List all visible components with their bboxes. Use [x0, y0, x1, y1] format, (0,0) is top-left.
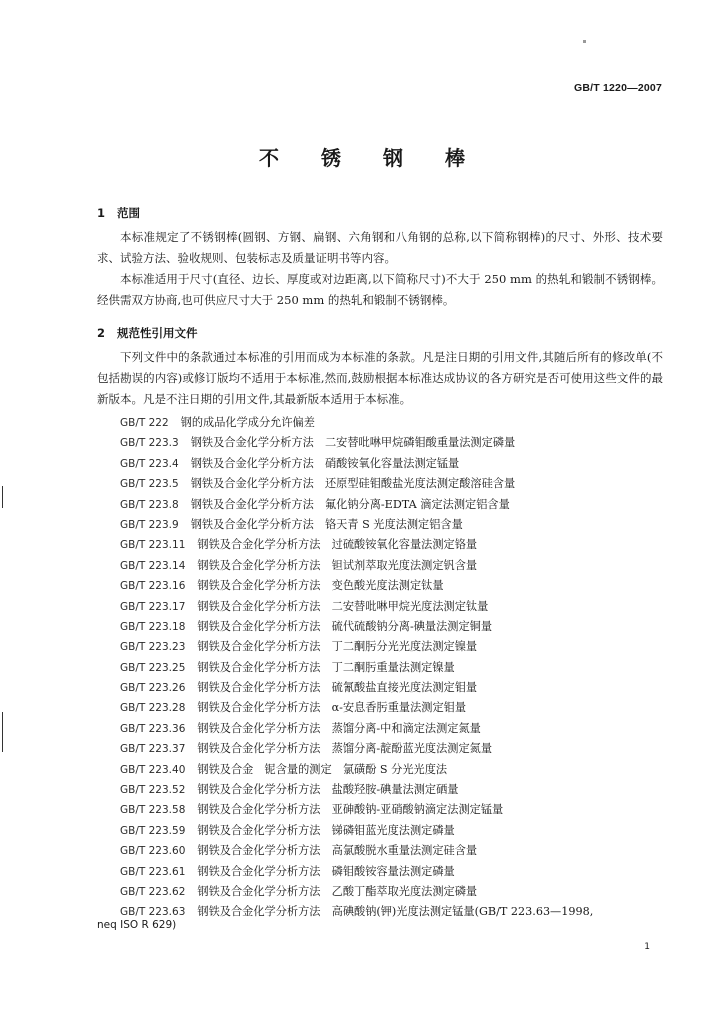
reference-title: 钢铁及合金 铌含量的测定 氯磺酚 S 分光光度法: [197, 762, 448, 776]
reference-item: [120, 760, 665, 780]
reference-item: [120, 495, 665, 515]
reference-code: GB/T 223.40: [120, 763, 186, 776]
reference-item: [120, 535, 665, 555]
reference-title: 钢铁及合金化学分析方法 蒸馏分离-靛酚蓝光度法测定氮量: [197, 742, 493, 756]
reference-code: GB/T 223.5: [120, 478, 179, 491]
reference-title: 钢铁及合金化学分析方法 硝酸铵氧化容量法测定锰量: [190, 456, 460, 470]
reference-code: GB/T 223.14: [120, 559, 186, 572]
standard-code: GB/T 1220—2007: [573, 82, 662, 94]
scan-artifact-dot: [583, 40, 586, 43]
reference-item: [120, 413, 665, 433]
reference-code: GB/T 223.3: [120, 437, 179, 450]
reference-code: GB/T 223.63: [120, 906, 186, 919]
reference-title: 钢铁及合金化学分析方法 铬天青 S 光度法测定铝含量: [190, 517, 463, 531]
reference-title: 钢铁及合金化学分析方法 磷钼酸铵容量法测定磷量: [197, 864, 455, 878]
reference-item: [120, 515, 665, 535]
section-1-heading: [97, 205, 140, 221]
reference-item: [120, 474, 665, 494]
reference-title: 钢铁及合金化学分析方法 过硫酸铵氧化容量法测定铬量: [197, 538, 478, 552]
reference-item: [120, 841, 665, 861]
reference-title: 钢铁及合金化学分析方法 蒸馏分离-中和滴定法测定氮量: [197, 721, 481, 735]
reference-item: [120, 882, 665, 902]
reference-code: GB/T 223.61: [120, 865, 186, 878]
reference-item: [120, 576, 665, 596]
section-1-paragraph-1: 本标准规定了不锈钢棒(圆钢、方钢、扁钢、六角钢和八角钢的总称,以下简称钢棒)的尺寸、外形、技术要求、试验方法、验收规则、包装标志及质量证明书等内容。: [97, 230, 663, 265]
reference-code: GB/T 223.36: [120, 722, 186, 735]
reference-title: 钢铁及合金化学分析方法 丁二酮肟重量法测定镍量: [197, 660, 455, 674]
reference-item: [120, 637, 665, 657]
reference-item: [120, 454, 665, 474]
reference-code: GB/T 223.60: [120, 845, 186, 858]
section-2-title: 规范性引用文件: [117, 326, 198, 340]
reference-code: GB/T 223.25: [120, 661, 186, 674]
section-1-paragraph-2: 本标准适用于尺寸(直径、边长、厚度或对边距离,以下简称尺寸)不大于 250 mm 的热轧和锻制不锈钢棒。经供需双方协商,也可供应尺寸大于 250 mm 的热轧和锻制不锈钢棒。: [97, 272, 663, 307]
reference-code: GB/T 223.11: [120, 539, 186, 552]
reference-title: 钢铁及合金化学分析方法 还原型硅钼酸盐光度法测定酸溶硅含量: [190, 477, 516, 491]
reference-title: 钢铁及合金化学分析方法 乙酸丁酯萃取光度法测定磷量: [197, 884, 478, 898]
reference-code: GB/T 223.62: [120, 885, 186, 898]
reference-title: 钢铁及合金化学分析方法 丁二酮肟分光光度法测定镍量: [197, 640, 478, 654]
reference-item: [120, 821, 665, 841]
reference-item: [120, 433, 665, 453]
reference-item: [120, 658, 665, 678]
reference-code: GB/T 223.16: [120, 580, 186, 593]
binding-mark: [2, 712, 3, 752]
section-1-number: 1: [97, 206, 106, 220]
reference-title: 钢铁及合金化学分析方法 盐酸羟胺-碘量法测定硒量: [197, 783, 459, 797]
reference-item: [120, 739, 665, 759]
reference-code: GB/T 223.18: [120, 620, 186, 633]
reference-title: 钢铁及合金化学分析方法 变色酸光度法测定钛量: [197, 579, 444, 593]
reference-code: GB/T 222: [120, 417, 169, 429]
normative-references-list: [120, 413, 665, 923]
reference-code: GB/T 223.8: [120, 498, 179, 511]
reference-code: GB/T 223.4: [120, 457, 179, 470]
reference-title: 钢的成品化学成分允许偏差: [180, 416, 315, 429]
reference-title: 钢铁及合金化学分析方法 亚砷酸钠-亚硝酸钠滴定法测定锰量: [197, 803, 504, 817]
reference-item: [120, 617, 665, 637]
reference-item: [120, 597, 665, 617]
section-1-title: 范围: [117, 206, 140, 220]
reference-title: 钢铁及合金化学分析方法 硫氰酸盐直接光度法测定钼量: [197, 681, 478, 695]
reference-item: [120, 556, 665, 576]
reference-item: [120, 698, 665, 718]
binding-mark: [2, 486, 3, 508]
reference-code: GB/T 223.52: [120, 784, 186, 797]
reference-code: GB/T 223.23: [120, 641, 186, 654]
reference-code: GB/T 223.58: [120, 804, 186, 817]
reference-title: 钢铁及合金化学分析方法 二安替吡啉甲烷磷钼酸重量法测定磷量: [190, 436, 516, 450]
reference-item: [120, 800, 665, 820]
reference-title: 钢铁及合金化学分析方法 高碘酸钠(钾)光度法测定锰量(GB/T 223.63—1998,: [197, 905, 594, 919]
reference-code: GB/T 223.26: [120, 682, 186, 695]
page-number: 1: [644, 942, 650, 952]
reference-continuation: neq ISO R 629): [97, 919, 177, 931]
section-2-number: 2: [97, 326, 106, 340]
reference-code: GB/T 223.37: [120, 743, 186, 756]
reference-title: 钢铁及合金化学分析方法 氟化钠分离-EDTA 滴定法测定铝含量: [190, 497, 510, 511]
reference-item: [120, 678, 665, 698]
reference-title: 钢铁及合金化学分析方法 锑磷钼蓝光度法测定磷量: [197, 823, 455, 837]
reference-item: [120, 719, 665, 739]
reference-code: GB/T 223.17: [120, 600, 186, 613]
reference-title: 钢铁及合金化学分析方法 高氯酸脱水重量法测定硅含量: [197, 844, 478, 858]
reference-item: [120, 780, 665, 800]
reference-title: 钢铁及合金化学分析方法 二安替吡啉甲烷光度法测定钛量: [197, 599, 489, 613]
reference-item: [120, 902, 665, 922]
reference-code: GB/T 223.59: [120, 824, 186, 837]
reference-title: 钢铁及合金化学分析方法 钽试剂萃取光度法测定钒含量: [197, 558, 478, 572]
section-2-paragraph: 下列文件中的条款通过本标准的引用而成为本标准的条款。凡是注日期的引用文件,其随后所有的修改单(不包括勘误的内容)或修订版均不适用于本标准,然而,鼓励根据本标准达成协议的各方研究是否可使用这些文件的最新版本。凡是不注日期的引用文件,其最新版本适用于本标准。: [97, 350, 663, 406]
section-2-heading: [97, 325, 198, 341]
document-title: 不锈钢棒: [259, 146, 507, 170]
reference-title: 钢铁及合金化学分析方法 α-安息香肟重量法测定钼量: [197, 701, 467, 715]
reference-item: [120, 862, 665, 882]
reference-code: GB/T 223.9: [120, 518, 179, 531]
reference-title: 钢铁及合金化学分析方法 硫代硫酸钠分离-碘量法测定铜量: [197, 619, 493, 633]
reference-code: GB/T 223.28: [120, 702, 186, 715]
